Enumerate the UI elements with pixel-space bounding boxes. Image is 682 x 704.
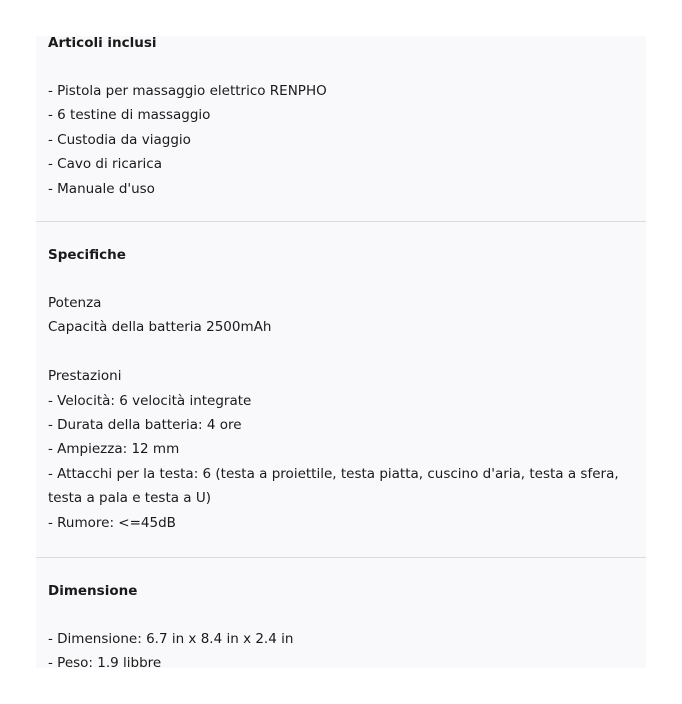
list-item: - 6 testine di massaggio	[48, 107, 211, 124]
list-item: - Durata della batteria: 4 ore	[48, 417, 242, 434]
section-title-dimensions: Dimensione	[48, 583, 138, 599]
section-specifications	[36, 222, 646, 558]
list-item: - Pistola per massaggio elettrico RENPHO	[48, 83, 327, 99]
spec-group-heading-performance: Prestazioni	[48, 368, 122, 385]
list-item: - Dimensione: 6.7 in x 8.4 in x 2.4 in	[48, 631, 294, 647]
list-item: - Ampiezza: 12 mm	[48, 441, 180, 458]
list-item: - Rumore: <=45dB	[48, 514, 176, 531]
included-items-list	[48, 79, 634, 201]
section-dimensions	[36, 558, 646, 668]
specifications-list	[48, 291, 634, 535]
section-title-included-items: Articoli inclusi	[48, 36, 157, 51]
spec-group-heading-power: Potenza	[48, 295, 102, 311]
spacer	[48, 340, 634, 364]
section-included-items	[36, 36, 646, 222]
list-item: - Custodia da viaggio	[48, 131, 191, 148]
list-item: - Cavo di ricarica	[48, 156, 163, 173]
list-item: Capacità della batteria 2500mAh	[48, 319, 272, 336]
product-details-panel	[36, 36, 646, 668]
list-item: - Peso: 1.9 libbre	[48, 655, 162, 668]
list-item: - Velocità: 6 velocità integrate	[48, 392, 252, 409]
dimensions-list	[48, 627, 634, 668]
list-item: - Manuale d'uso	[48, 180, 155, 197]
list-item: - Attacchi per la testa: 6 (testa a proiettile, testa piatta, cuscino d'aria, testa a sfera, testa a pala e testa a U)	[48, 465, 619, 507]
section-title-specifications: Specifiche	[48, 247, 126, 263]
